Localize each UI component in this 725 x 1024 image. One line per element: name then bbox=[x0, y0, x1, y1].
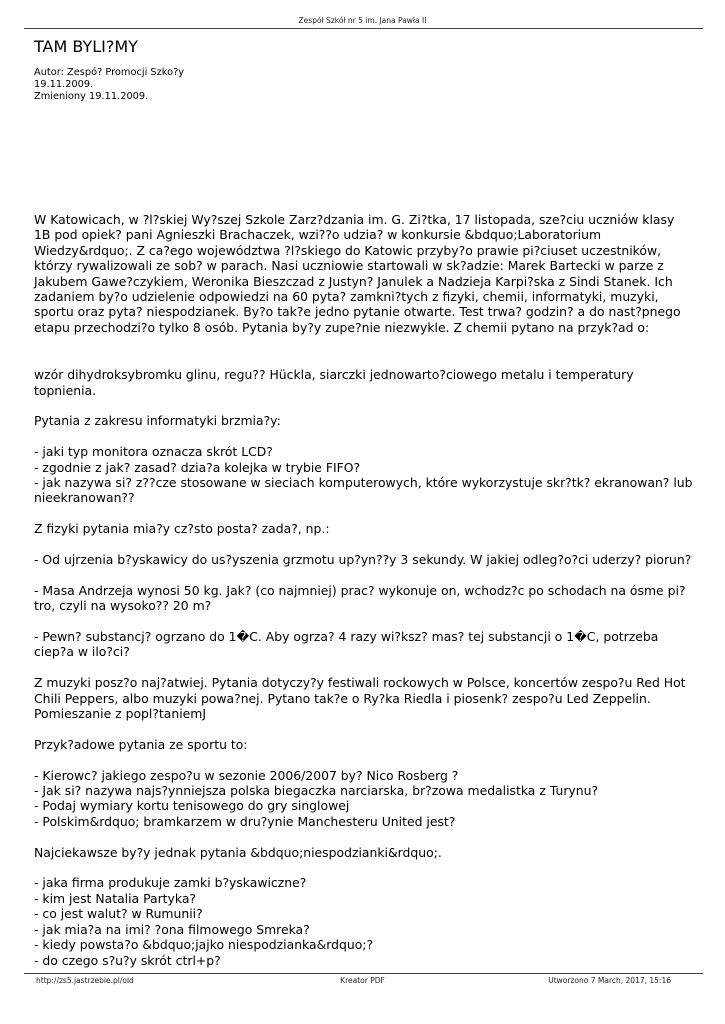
article-meta bbox=[34, 67, 184, 102]
list-item: - do czego s?u?y skrót ctrl+p? bbox=[34, 952, 221, 968]
footer-created: Utworzono 7 March, 2017, 15:16 bbox=[548, 976, 671, 985]
surprise-intro: Najciekawsze by?y jednak pytania &bdquo;niespodzianki&rdquo;. bbox=[34, 844, 442, 860]
sport-intro: Przyk?adowe pytania ze sportu to: bbox=[34, 736, 248, 752]
physics-question: - Masa Andrzeja wynosi 50 kg. Jak? (co najmniej) prac? wykonuje on, wchodz?c po schodach na ósme pi?tro, czyli na wysoko?? 20 m? bbox=[34, 582, 686, 614]
music-paragraph: Z muzyki posz?o naj?atwiej. Pytania dotyczy?y festiwali rockowych w Polsce, koncertów zespo?u Red Hot Chili Peppers, albo muzyki powa?nej. Pytano tak?e o Ry?ka Riedla i piosenk? zespo?u Led Zeppelin. Pomieszanie z popl?taniemJ bbox=[34, 675, 686, 722]
physics-question: - Od ujrzenia b?yskawicy do us?yszenia grzmotu up?yn??y 3 sekundy. W jakiej odleg?o?ci uderzy? piorun? bbox=[34, 552, 692, 568]
list-item: - kim jest Natalia Partyka? bbox=[34, 890, 197, 906]
page-header: Zespół Szkół nr 5 im. Jana Pawła II bbox=[298, 16, 427, 25]
list-item: - Kierowc? jakiego zespo?u w sezonie 2006/2007 by? Nico Rosberg ? bbox=[34, 767, 459, 783]
surprise-list bbox=[34, 875, 694, 967]
footer-divider bbox=[24, 973, 703, 974]
footer-url: http://zs5.jastrzebie.pl/old bbox=[36, 976, 134, 985]
list-item: - Podaj wymiary kortu tenisowego do gry singlowej bbox=[34, 798, 350, 814]
author-line: Autor: Zespó? Promocji Szko?y bbox=[34, 67, 185, 78]
article-body bbox=[34, 212, 694, 968]
list-item: - jak nazywa si? z??cze stosowane w sieciach komputerowych, które wykorzystuje skr?tk? ekranowan? lub nieekranowan?? bbox=[34, 475, 693, 506]
list-item: - Jak si? nazywa najs?ynniejsza polska biegaczka narciarska, br?zowa medalistka z Turynu? bbox=[34, 783, 599, 799]
publish-date: 19.11.2009. bbox=[34, 78, 94, 90]
list-item: - Polskim&rdquo; bramkarzem w dru?ynie Manchesteru United jest? bbox=[34, 813, 456, 829]
physics-question: - Pewn? substancj? ogrzano do 1�C. Aby ogrza? 4 razy wi?ksz? mas? tej substancji o 1�C, potrzeba ciep?a w ilo?ci? bbox=[34, 629, 659, 660]
list-item: - kiedy powsta?o &bdquo;jajko niespodzianka&rdquo;? bbox=[34, 937, 374, 953]
sport-list bbox=[34, 768, 694, 830]
list-item: - co jest walut? w Rumunii? bbox=[34, 906, 203, 922]
chemistry-paragraph: wzór dihydroksybromku glinu, regu?? Hückla, siarczki jednowarto?ciowego metalu i temperatury topnienia. bbox=[34, 367, 634, 398]
list-item: - jaki typ monitora oznacza skrót LCD? bbox=[34, 444, 273, 460]
list-item: - jaka firma produkuje zamki b?yskawiczne? bbox=[34, 875, 307, 891]
list-item: - jak mia?a na imi? ?ona filmowego Smreka? bbox=[34, 921, 310, 937]
list-item: - zgodnie z jak? zasad? dzia?a kolejka w trybie FIFO? bbox=[34, 459, 361, 475]
informatics-intro: Pytania z zakresu informatyki brzmia?y: bbox=[34, 413, 281, 429]
header-divider bbox=[24, 28, 703, 29]
footer-generator: Kreator PDF bbox=[340, 976, 385, 985]
intro-paragraph: W Katowicach, w ?l?skiej Wy?szej Szkole Zarz?dzania im. G. Zi?tka, 17 listopada, sze?ciu uczniów klasy 1B pod opiek? pani Agnieszki Brachaczek, wzi??o udzia? w konkursie &bdquo;Laboratorium Wiedzy&rdquo;. Z ca?ego województwa ?l?skiego do Katowic przyby?o prawie pi?ciuset uczestników, którzy rywalizowali ze sob? w parach. Nasi uczniowie startowali w sk?adzie: Marek Bartecki w parze z Jakubem Gawe?czykiem, Weronika Bieszczad z Justyn? Janulek a Nadzieja Karpi?ska z Sindi Stanek. Ich zadaniem by?o udzielenie odpowiedzi na 60 pyta? zamkni?tych z fizyki, chemii, informatyki, muzyki, sportu oraz pyta? niespodzianek. By?o tak?e jedno pytanie otwarte. Test trwa? godzin? a do nast?pnego etapu przechodzi?o tylko 8 osób. Pytania by?y zupe?nie niezwykle. Z chemii pytano na przyk?ad o: bbox=[34, 212, 681, 335]
modified-date: Zmieniony 19.11.2009. bbox=[34, 90, 149, 102]
article-title: TAM BYLI?MY bbox=[34, 37, 138, 56]
physics-intro: Z fizyki pytania mia?y cz?sto posta? zada?, np.: bbox=[34, 521, 330, 537]
informatics-list bbox=[34, 444, 694, 506]
